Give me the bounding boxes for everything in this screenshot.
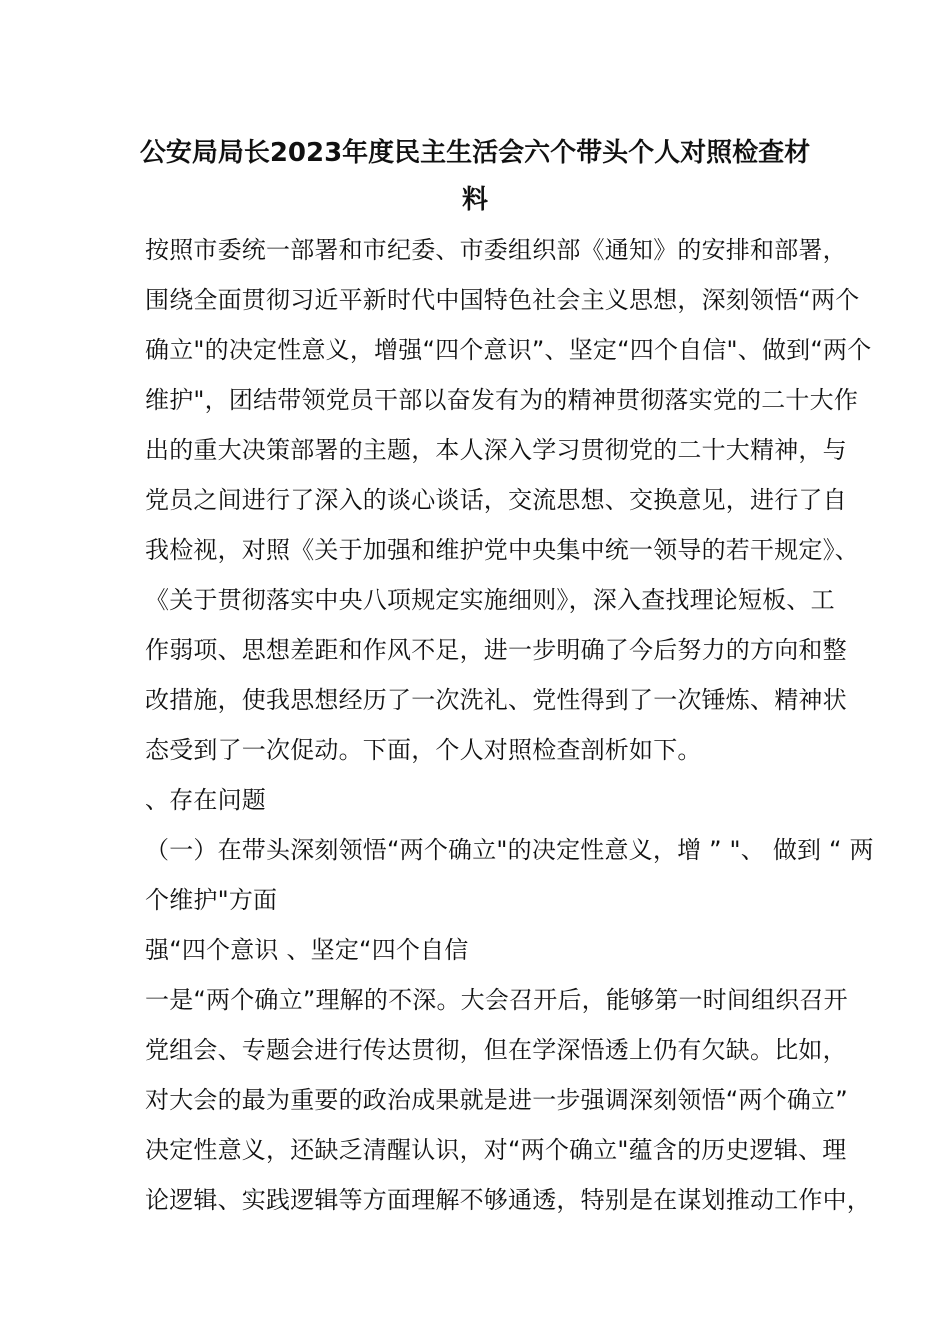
body-line: 围绕全面贯彻习近平新时代中国特色社会主义思想，深刻领悟“两个 [145, 286, 860, 314]
body-line: 态受到了一次促动。下面，个人对照检查剖析如下。 [145, 736, 702, 764]
body-line: 《关于贯彻落实中央八项规定实施细则》，深入查找理论短板、工 [145, 586, 835, 614]
document-body [145, 225, 874, 1225]
body-line: 强“四个意识 、坚定“四个自信 [145, 936, 469, 964]
subsection-heading: 个维护"方面 [145, 886, 278, 914]
body-line: 一是“两个确立”理解的不深。大会召开后，能够第一时间组织召开 [145, 986, 848, 1014]
body-line: 对大会的最为重要的政治成果就是进一步强调深刻领悟“两个确立” [145, 1086, 848, 1114]
body-line: 改措施，使我思想经历了一次洗礼、党性得到了一次锤炼、精神状 [145, 686, 847, 714]
body-line: 出的重大决策部署的主题，本人深入学习贯彻党的二十大精神，与 [145, 436, 847, 464]
body-line: 党组会、专题会进行传达贯彻，但在学深悟透上仍有欠缺。比如， [145, 1036, 847, 1064]
body-line: 决定性意义，还缺乏清醒认识，对“两个确立"蕴含的历史逻辑、理 [145, 1136, 847, 1164]
body-line: 我检视，对照《关于加强和维护党中央集中统一领导的若干规定》、 [145, 536, 859, 564]
document-title-line-2: 料 [461, 185, 488, 215]
body-line: 作弱项、思想差距和作风不足，进一步明确了今后努力的方向和整 [145, 636, 847, 664]
document-title-line-1: 公安局局长2023年度民主生活会六个带头个人对照检查材 [139, 138, 811, 168]
body-line: 确立"的决定性意义，增强“四个意识”、坚定“四个自信"、做到“两个 [145, 336, 872, 364]
body-line: 党员之间进行了深入的谈心谈话，交流思想、交换意见，进行了自 [145, 486, 847, 514]
body-line: 按照市委统一部署和市纪委、市委组织部《通知》的安排和部署， [145, 236, 847, 264]
subsection-heading: （一）在带头深刻领悟“两个确立"的决定性意义，增 ” "、 做到 “ 两 [145, 836, 874, 864]
body-line: 论逻辑、实践逻辑等方面理解不够通透，特别是在谋划推动工作中， [145, 1186, 871, 1214]
section-heading: 、存在问题 [145, 786, 266, 814]
body-line: 维护"，团结带领党员干部以奋发有为的精神贯彻落实党的二十大作 [145, 386, 859, 414]
